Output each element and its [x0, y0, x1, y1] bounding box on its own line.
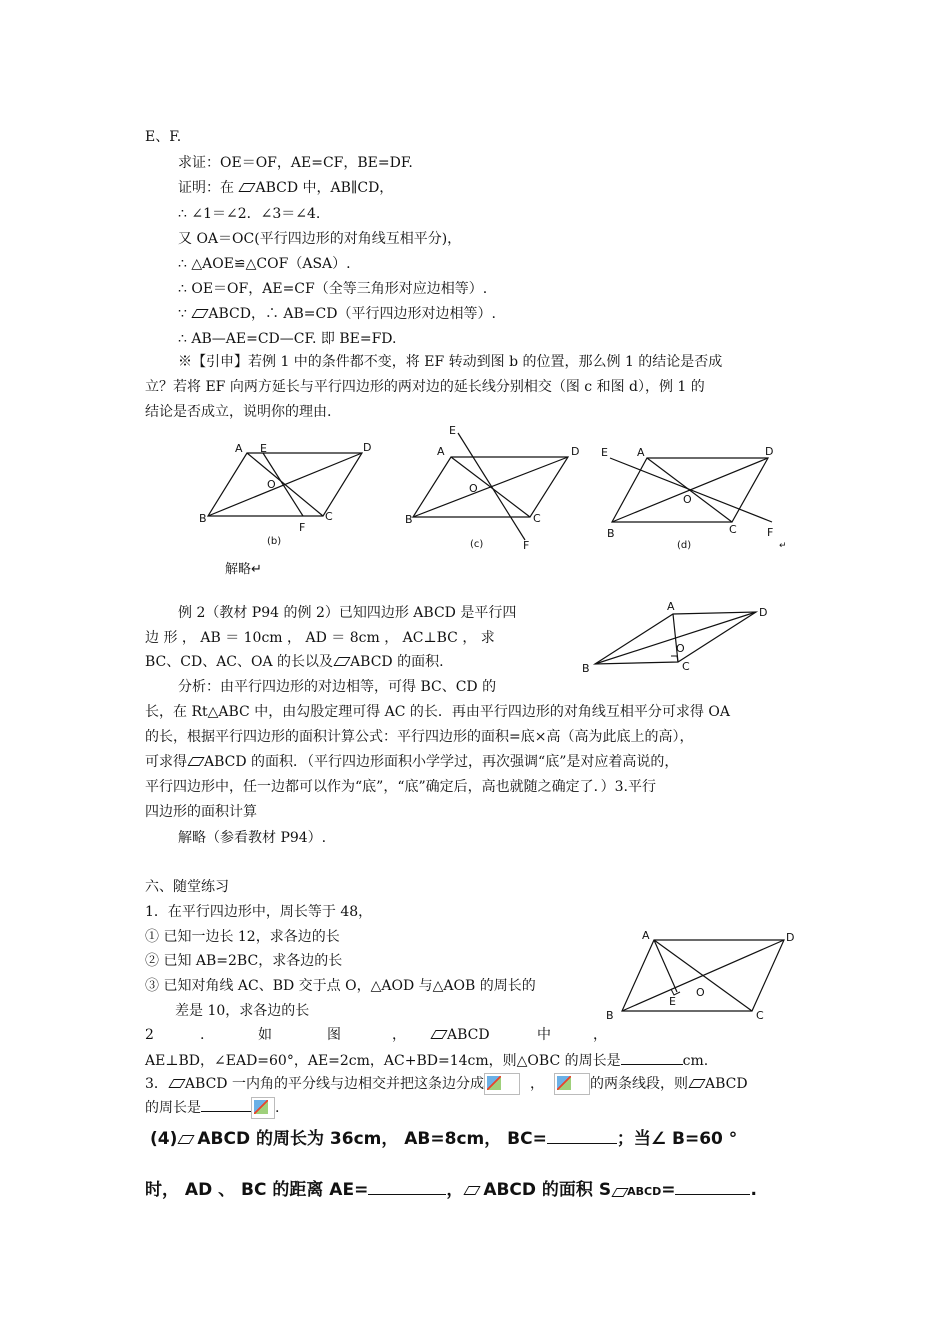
- label-A: A: [235, 442, 243, 455]
- broken-image-icon: [251, 1097, 275, 1119]
- text-span: cm.: [682, 1053, 709, 1069]
- text-span: .: [275, 1100, 280, 1116]
- parallelogram-icon: [189, 757, 202, 766]
- text-span: ABCD 中，AB∥CD，: [255, 180, 394, 196]
- text-span: ABCD 一内角的平分线与边相交并把这条边分成: [184, 1076, 484, 1092]
- caption-d: (d): [677, 540, 692, 551]
- text-line: [150, 1124, 737, 1149]
- text-line: [145, 652, 444, 672]
- text-span: ABCD 的周长为 36cm， AB=8cm， BC=: [197, 1129, 547, 1149]
- label-D: D: [786, 931, 795, 944]
- label-B: B: [606, 1009, 614, 1022]
- label-C: C: [325, 510, 333, 523]
- label-E: E: [601, 446, 608, 459]
- text-line: ∴ AB—AE=CD—CF. 即 BE=FD.: [178, 331, 397, 347]
- parallelogram-icon: [613, 1188, 625, 1195]
- label-D: D: [765, 445, 774, 458]
- text-line: [145, 1097, 279, 1119]
- text-line: 例 2（教材 P94 的例 2）已知四边形 ABCD 是平行四: [178, 605, 517, 621]
- text-span: ，: [593, 1027, 607, 1043]
- text-span: ABCD: [447, 1027, 490, 1043]
- answer-blank[interactable]: [547, 1126, 617, 1144]
- label-D: D: [363, 441, 372, 454]
- label-B: B: [607, 527, 615, 540]
- label-F: F: [299, 521, 306, 534]
- label-A: A: [637, 446, 645, 459]
- text-line: 又 OA＝OC(平行四边形的对角线互相平分)，: [178, 231, 462, 247]
- text-line: [145, 1050, 708, 1071]
- caption-b: (b): [267, 536, 282, 547]
- text-line: 立？若将 EF 向两方延长与平行四边形的两对边的延长线分别相交（图 c 和图 d），例 1 的: [145, 379, 705, 395]
- text-span: .: [750, 1180, 757, 1200]
- text-line: ∴ △AOE≌△COF（ASA）.: [178, 256, 351, 272]
- broken-image-icon: [484, 1073, 520, 1095]
- label-B: B: [405, 513, 413, 526]
- text-line: [145, 1073, 748, 1095]
- parallelogram-icon: [240, 183, 253, 192]
- label-F: F: [767, 526, 774, 539]
- text-line: [178, 304, 496, 324]
- text-line: 差是 10，求各边的长: [175, 1003, 310, 1019]
- text-span: 时， AD 、 BC 的距离 AE=: [145, 1180, 369, 1200]
- figure-d: [601, 445, 787, 551]
- label-O: O: [469, 482, 478, 495]
- label-F: F: [523, 539, 530, 552]
- text-span: BC、CD、AC、OA 的长以及: [145, 654, 334, 670]
- label-E: E: [260, 442, 267, 455]
- label-D: D: [571, 445, 580, 458]
- text-span: ABCD: [627, 1185, 662, 1198]
- text-span: ；当∠ B=60 °: [616, 1129, 738, 1149]
- text-line: 长，在 Rt△ABC 中，由勾股定理可得 AC 的长．再由平行四边形的对角线互相平分可求得 OA: [145, 704, 730, 720]
- parallelogram-icon: [179, 1135, 195, 1144]
- figure-p2: [602, 925, 802, 1025]
- text-line: 1．在平行四边形中，周长等于 48，: [145, 904, 373, 920]
- section-heading: 六、随堂练习: [145, 879, 229, 895]
- text-span: 如: [258, 1027, 272, 1043]
- label-C: C: [533, 512, 541, 525]
- text-line: 四边形的面积计算: [145, 804, 257, 820]
- figure-b: [199, 441, 371, 547]
- text-line: [178, 178, 393, 198]
- text-span: ABCD 的面积 S: [483, 1180, 612, 1200]
- text-line: 边 形 ， AB ＝ 10cm ， AD ＝ 8cm ， AC⊥BC ， 求: [145, 630, 495, 646]
- text-span: 证明：在: [178, 180, 239, 196]
- return-mark: ↵: [779, 541, 787, 551]
- text-span: ABCD，∴ AB=CD（平行四边形对边相等）.: [208, 306, 496, 322]
- answer-blank[interactable]: [201, 1097, 251, 1112]
- text-span: ，: [446, 1180, 464, 1200]
- figure-c: [405, 425, 579, 552]
- label-A: A: [667, 600, 675, 613]
- text-line: [145, 752, 678, 772]
- caption-c: (c): [470, 539, 484, 550]
- text-line: ② 已知 AB=2BC，求各边的长: [145, 953, 343, 969]
- text-span: ，: [392, 1027, 406, 1043]
- text-line: E、F.: [145, 129, 182, 145]
- text-line: 平行四边形中，任一边都可以作为“底”，“底”确定后，高也就随之确定了．）3.平行: [145, 779, 656, 795]
- label-E: E: [449, 425, 456, 437]
- answer-blank[interactable]: [675, 1177, 750, 1195]
- answer-blank[interactable]: [621, 1050, 683, 1065]
- text-span: .: [200, 1027, 205, 1043]
- parallelogram-icon: [335, 657, 348, 666]
- text-span: ABCD: [704, 1076, 748, 1092]
- text-line: ※【引申】若例 1 中的条件都不变，将 EF 转动到图 b 的位置，那么例 1 的结论是否成: [178, 354, 723, 370]
- text-span: ∵: [178, 306, 192, 322]
- parallelogram-icon: [690, 1079, 703, 1088]
- text-line: 解略↵: [225, 562, 262, 577]
- text-span: 中: [537, 1027, 551, 1043]
- text-span: (4): [150, 1129, 178, 1149]
- label-E: E: [669, 995, 676, 1008]
- label-B: B: [199, 512, 207, 525]
- text-line: 结论是否成立，说明你的理由.: [145, 404, 332, 420]
- text-span: 2: [145, 1027, 154, 1043]
- label-O: O: [683, 493, 692, 506]
- parallelogram-icon: [465, 1186, 481, 1195]
- text-line: 分析：由平行四边形的对边相等，可得 BC、CD 的: [178, 679, 497, 695]
- text-span: ，: [529, 1076, 544, 1092]
- text-span: AE⊥BD，∠EAD=60°，AE=2cm，AC+BD=14cm，则△OBC 的周长是: [145, 1053, 621, 1069]
- label-C: C: [756, 1009, 764, 1022]
- parallelogram-icon: [432, 1030, 445, 1039]
- broken-image-icon: [554, 1073, 590, 1095]
- answer-blank[interactable]: [368, 1177, 446, 1195]
- figure-ex2: [578, 598, 788, 678]
- text-line: 解略（参看教材 P94）.: [178, 830, 327, 846]
- text-line: ③ 已知对角线 AC、BD 交于点 O，△AOD 与△AOB 的周长的: [145, 978, 536, 994]
- label-C: C: [682, 660, 690, 673]
- label-B: B: [582, 662, 590, 675]
- label-O: O: [676, 642, 685, 655]
- figures-bcd: [195, 425, 805, 560]
- text-span: ABCD 的面积．（平行四边形面积小学学过，再次强调“底”是对应着高说的，: [204, 754, 679, 770]
- parallelogram-icon: [170, 1079, 183, 1088]
- text-span: =: [661, 1180, 676, 1200]
- text-line: ∴ ∠1＝∠2．∠3＝∠4.: [178, 206, 321, 222]
- text-line: 的长，根据平行四边形的面积计算公式：平行四边形的面积=底×高（高为此底上的高），: [145, 729, 694, 745]
- text-span: 可求得: [145, 754, 187, 770]
- text-line: ① 已知一边长 12，求各边的长: [145, 929, 340, 945]
- text-line: 求证：OE＝OF，AE=CF，BE=DF.: [178, 155, 413, 171]
- text-span: 的两条线段，则: [589, 1076, 688, 1092]
- label-O: O: [696, 986, 705, 999]
- label-A: A: [437, 445, 445, 458]
- text-span: 3．: [145, 1076, 168, 1092]
- label-D: D: [759, 606, 768, 619]
- text-span: 的周长是: [145, 1100, 201, 1116]
- text-line: [145, 1175, 757, 1200]
- label-A: A: [642, 929, 650, 942]
- text-span: 图: [327, 1027, 341, 1043]
- text-span: ABCD 的面积.: [350, 654, 444, 670]
- label-C: C: [729, 523, 737, 536]
- label-O: O: [267, 478, 276, 491]
- text-line: ∴ OE＝OF，AE=CF（全等三角形对应边相等）.: [178, 281, 488, 297]
- parallelogram-icon: [193, 309, 206, 318]
